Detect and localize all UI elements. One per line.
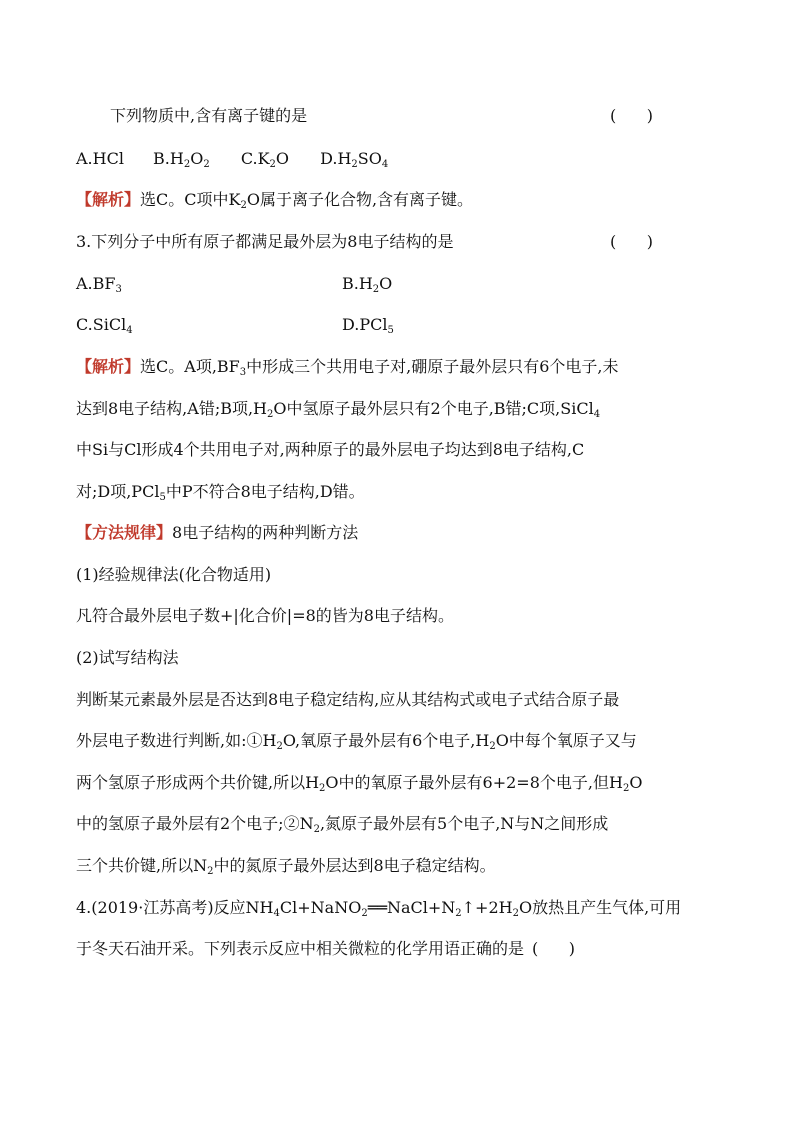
q2-option-b: $B.H_2O_2$ xyxy=(153,149,210,170)
method-heading xyxy=(76,523,358,543)
q2-options xyxy=(76,149,388,169)
q3-analysis-line-3: 中Si与Cl形成4个共用电子对,两种原子的最外层电子均达到8电子结构,C xyxy=(76,440,585,459)
method-2-para-line-5: 三个共价键,所以$N_2$中的氮原子最外层达到8电子稳定结构。 xyxy=(76,856,496,877)
method-1-title: (1)经验规律法(化合物适用) xyxy=(76,565,272,584)
q4-answer-bracket: ( ) xyxy=(532,939,576,958)
q4-stem-line-2: 于冬天石油开采。下列表示反应中相关微粒的化学用语正确的是 ( ) xyxy=(76,939,576,958)
q3-analysis-line-4: 对;D项,PCl$_5$中P不符合8电子结构,D错。 xyxy=(76,482,365,503)
analysis-tag: 【解析】 xyxy=(76,190,141,209)
method-tag: 【方法规律】 xyxy=(76,523,173,542)
q3-stem: 3.下列分子中所有原子都满足最外层为8电子结构的是 xyxy=(76,232,454,251)
q3-option-b: $B.H_2O$ xyxy=(342,274,393,295)
q2-option-c: $C.K_2O$ xyxy=(240,149,290,170)
q3-option-a: $A.BF_3$ xyxy=(76,274,122,295)
method-2-title: (2)试写结构法 xyxy=(76,648,179,667)
q2-option-a: A.HCl xyxy=(76,149,124,168)
q2-stem: 下列物质中,含有离子键的是 xyxy=(110,106,308,125)
method-1-text: 凡符合最外层电子数+|化合价|=8的皆为8电子结构。 xyxy=(76,606,454,625)
method-2-para-line-1: 判断某元素最外层是否达到8电子稳定结构,应从其结构式或电子式结合原子最 xyxy=(76,690,620,709)
q3-option-d: D.PCl$_5$ xyxy=(342,315,394,336)
q3-analysis-line-1: 【解析】选C。A项$,BF_3$中形成三个共用电子对,硼原子最外层只有6个电子,未 xyxy=(76,357,619,378)
method-title: 8电子结构的两种判断方法 xyxy=(172,523,359,542)
q3-answer-bracket: ( ) xyxy=(610,232,653,251)
method-2-para-line-4: 中的氢原子最外层有2个电子$;②N_2$,氮原子最外层有5个电子,N与N之间形成 xyxy=(76,814,609,835)
analysis-tag: 【解析】 xyxy=(76,357,141,376)
q2-option-d: $D.H_2SO_4$ xyxy=(320,149,389,170)
q4-stem-line-1: 4.(2019·江苏高考)反应$NH_4Cl+NaNO_2══NaCl+N_2↑+2H_2O$放热且产生气体,可用 xyxy=(76,898,682,919)
q2-answer-bracket: ( ) xyxy=(610,106,653,125)
q3-analysis-line-2: 达到8电子结构,A错;B项$,H_2O$中氢原子最外层只有2个电子,B错;C项,SiCl$_4$ xyxy=(76,399,601,420)
q3-option-c: C.SiCl$_4$ xyxy=(76,315,133,336)
method-2-para-line-2: 外层电子数进行判断,如$:①H_2O$,氧原子最外层有6个电子$,H_2O$中每个氧原子又与 xyxy=(76,731,637,752)
q2-analysis: 【解析】选C。C项中$K_2O$属于离子化合物,含有离子键。 xyxy=(76,190,474,211)
method-2-para-line-3: 两个氢原子形成两个共价键,所以$H_2O$中的氧原子最外层有6+2=8个电子,但$H_2O$ xyxy=(76,773,643,794)
